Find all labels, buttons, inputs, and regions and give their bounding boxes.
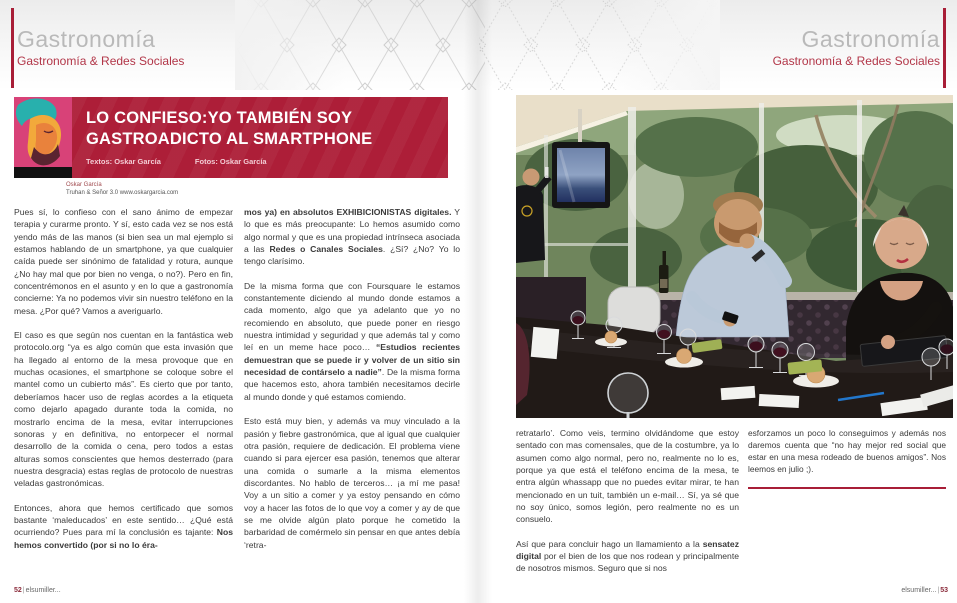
credit-texts: Textos: Oskar García	[86, 157, 161, 166]
magazine-brand: elsumiller...	[901, 587, 937, 594]
footer-separator: |	[22, 587, 25, 594]
paragraph: De la misma forma que con Foursquare le estamos constantemente diciendo al mundo donde estamos a cada momento, algo que ya adelanto que yo no recomiendo en absoluto, que puede poner en riesgo nuestra intimidad y seguridad y que además tal y como leí en un meme hace poco… “Estudios recientes demuestran que se puede ir y volver de un sitio sin necesidad de contárselo a nadie”. De la misma forma que hacemos esto, ahora también necesitamos decirle al mundo donde y qué estamos comiendo.	[244, 280, 461, 402]
text-column-right-2	[748, 427, 946, 489]
paragraph: mos ya) en absolutos EXHIBICIONISTAS digitales. Y lo que es más preocupante: Lo hemos asumido como algo normal y que es una propiedad intrínseca asociada a las Redes o Canales Sociales. ¿Sí? ¿No? Yo lo tengo clarísimo.	[244, 207, 461, 267]
paragraph: Así que para concluir hago un llamamiento a la sensatez digital por el bien de los que nos rodean y principalmente de nosotros mismos. Seguro que si nos	[516, 538, 739, 574]
footer-separator: |	[937, 587, 940, 594]
paragraph: retratarlo’. Como veis, termino olvidándome que estoy sentado con mas comensales, que de la costumbre, ya lo asumen como algo normal, pero no, realmente no lo es, porque ya que está el teléfono encima de la mesa, te entra algún whassapp que no puedes evitar mirar, te han mencionado en un tuit, también un e-mail… Sí, ya sé que no soy único, somos legión, pero realmente no es un consuelo.	[516, 428, 739, 525]
menu-card	[531, 327, 560, 359]
end-of-article-rule	[748, 487, 946, 489]
left-page-accent-bar	[11, 8, 14, 88]
text-column-left-2	[244, 206, 460, 563]
paragraph: Pues sí, lo confieso con el sano ánimo de empezar terapia y curarme pronto. Y sí, esto cada vez se nos está yendo más de las manos (si bien sea un mal ejemplo si estamos hablando de un smartphone, ya que cualquier caída puede ser sinónimo de fatalidad y rotura, aunque ¿No hay mal que por bien no venga, o no?). Pero en fin, concentrémonos en el asunto y en lo que a gastronomía concierne: Ya no podemos vivir sin nuestro teléfono en la mesa. ¿Por qué? Vamos a averiguarlo.	[14, 207, 233, 316]
paragraph: esforzamos un poco lo conseguimos y además nos daremos cuenta que “no hay mejor red social que estar en una mesa rodeado de buenos amigos”. Nos leemos en julio ;).	[748, 428, 946, 475]
restaurant-photo	[516, 95, 953, 418]
author-portrait	[14, 97, 72, 178]
pattern-fade	[235, 0, 345, 90]
magazine-brand: elsumiller...	[25, 587, 61, 594]
section-header-right	[773, 26, 940, 69]
author-portrait-image	[14, 97, 72, 178]
text-column-right-1	[516, 427, 739, 587]
author-caption-name: Oskar García	[66, 182, 102, 188]
section-title: Gastronomía	[17, 26, 156, 52]
text-column-left-1	[14, 206, 233, 563]
article-credits	[86, 157, 448, 166]
paragraph: El caso es que según nos cuentan en la fantástica web protocolo.org “ya es algo común que esta invasión que ha llegado al entorno de la mesa provoque que en muchas ocasiones, el smartphone se coloque sobre el mantel como un cubierto más”. Es cierto que por tanto, deberíamos hacer uso de reglas acordes a la etiqueta como dejarlo apagado durante toda la comida, no mostrarlo encima de la mesa, evitar interrupciones sonoras y en definitiva, no entorpecer el normal desarrollo de la comida o cena, pero todos a estas alturas somos conscientes que hemos desterrado (para nuestra desgracia) estas reglas de protocolo de nuestras veladas gastronómicas.	[14, 330, 233, 489]
article-title-band	[72, 97, 448, 178]
article-title: LO CONFIESO:YO TAMBIÉN SOY GASTROADICTO AL SMARTPHONE	[86, 109, 373, 148]
footer-right	[901, 587, 948, 594]
section-subtitle: Gastronomía & Redes Sociales	[17, 54, 185, 68]
credit-photos: Fotos: Oskar García	[194, 157, 267, 166]
paragraph: Esto está muy bien, y además va muy vinculado a la pasión y fiebre gastronómica, que al igual que cualquier otra pasión, requiere de dedicación. El problema viene cuando si para ejercer esa pasión, tenemos que alterar una comida o sumarle a la misma elementos discordantes. No hablo de terceros… ¡a mí me pasa! Voy a un sitio a comer y ya estoy pensando en cómo voy a hacer las fotos de lo que voy a comer y ay de que se me olvide algún plato porque he cometido la barbaridad de comérmelo sin pensar en que antes debía ‘retra-	[244, 416, 460, 550]
author-caption-info: Truhan & Señor 3.0 www.oskargarcia.com	[66, 190, 179, 196]
page-number: 53	[940, 587, 948, 594]
pattern-fade	[610, 0, 720, 90]
author-caption	[66, 181, 178, 197]
page-gutter-shadow	[464, 0, 492, 603]
section-header-left	[17, 26, 184, 69]
section-title: Gastronomía	[801, 26, 940, 52]
right-page-accent-bar	[943, 8, 946, 88]
section-subtitle: Gastronomía & Redes Sociales	[772, 54, 940, 68]
restaurant-photo-image	[516, 95, 953, 418]
paragraph: Entonces, ahora que hemos certificado que somos bastante ‘maleducados’ en este sentido… ¿Qué está ocurriendo? Pues para mí la conclusión es tajante: Nos hemos convertido (por si no lo éra-	[14, 502, 233, 550]
footer-left	[14, 587, 61, 594]
page-number: 52	[14, 587, 22, 594]
